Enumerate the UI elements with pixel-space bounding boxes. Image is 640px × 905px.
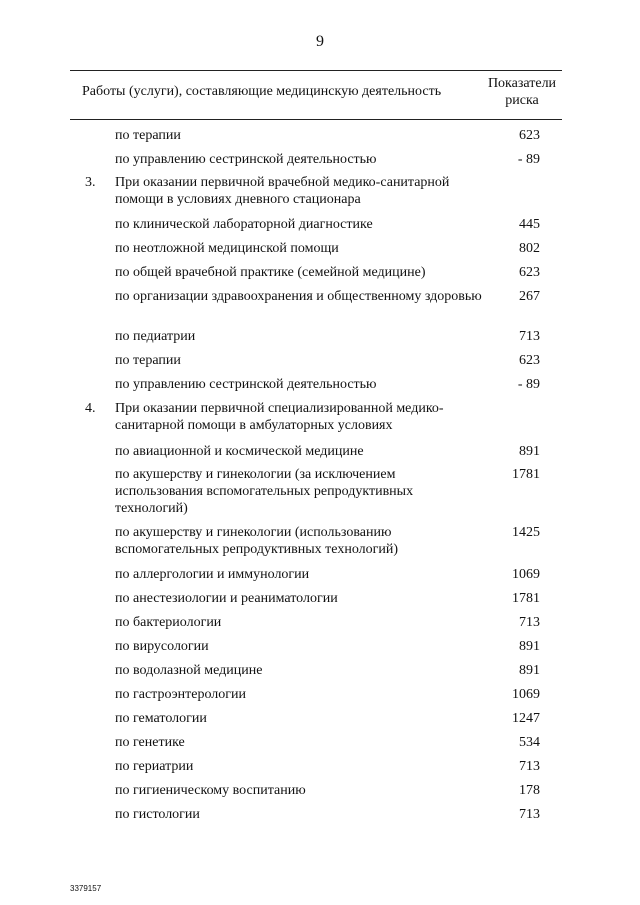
risk-value: 713 — [519, 329, 540, 344]
risk-value: 1425 — [512, 525, 540, 540]
document-code: 3379157 — [70, 884, 102, 893]
row-name: по педиатрии — [115, 329, 196, 344]
risk-value: 1069 — [512, 687, 540, 702]
risk-value: 445 — [519, 217, 540, 232]
header-risk-line2: риска — [505, 93, 539, 108]
row-name: по генетике — [115, 735, 185, 750]
page-number: 9 — [316, 33, 324, 50]
risk-value: 623 — [519, 128, 540, 143]
risk-value: 891 — [519, 639, 540, 654]
row-name: по терапии — [115, 353, 181, 368]
risk-value: 1069 — [512, 567, 540, 582]
row-number: 3. — [85, 175, 96, 190]
row-name: по вирусологии — [115, 639, 209, 654]
row-name: по анестезиологии и реаниматологии — [115, 591, 338, 606]
risk-value: 1781 — [512, 591, 540, 606]
row-name: по акушерству и гинекологии (за исключением использования вспомогательных репродуктивных технологий) — [115, 467, 414, 516]
risk-value: 891 — [519, 663, 540, 678]
row-name: При оказании первичной специализированной медико-санитарной помощи в амбулаторных условиях — [115, 401, 444, 433]
risk-value: - 89 — [517, 152, 540, 167]
row-name: по водолазной медицине — [115, 663, 263, 678]
row-name: При оказании первичной врачебной медико-санитарной помощи в условиях дневного стационара — [115, 175, 450, 207]
row-name: по гигиеническому воспитанию — [115, 783, 306, 798]
row-name: по гастроэнтерологии — [115, 687, 246, 702]
risk-value: 1781 — [512, 467, 540, 482]
risk-value: 178 — [519, 783, 540, 798]
row-name: по терапии — [115, 128, 181, 143]
risk-value: 1247 — [512, 711, 540, 726]
header-risk-line1: Показатели — [487, 76, 557, 91]
risk-value: 623 — [519, 265, 540, 280]
row-name: по бактериологии — [115, 615, 222, 630]
row-name: по управлению сестринской деятельностью — [115, 377, 377, 392]
risk-value: 623 — [519, 353, 540, 368]
row-name: по акушерству и гинекологии (использованию вспомогательных репродуктивных технологий) — [115, 525, 399, 557]
row-name: по общей врачебной практике (семейной медицине) — [115, 265, 426, 280]
row-name: по организации здравоохранения и общественному здоровью — [115, 289, 482, 304]
risk-value: 713 — [519, 615, 540, 630]
risk-value: 802 — [519, 241, 540, 256]
row-name: по авиационной и космической медицине — [115, 444, 364, 459]
row-name: по управлению сестринской деятельностью — [115, 152, 377, 167]
header-works-column: Работы (услуги), составляющие медицинскую деятельность — [82, 84, 442, 99]
risk-value: 891 — [519, 444, 540, 459]
row-name: по аллергологии и иммунологии — [115, 567, 310, 582]
row-name: по гериатрии — [115, 759, 194, 774]
risk-value: 534 — [519, 735, 540, 750]
risk-value: - 89 — [517, 377, 540, 392]
row-name: по клинической лабораторной диагностике — [115, 217, 373, 232]
row-name: по гистологии — [115, 807, 200, 822]
table-header — [70, 70, 562, 120]
row-name: по неотложной медицинской помощи — [115, 241, 339, 256]
risk-value: 267 — [519, 289, 540, 304]
row-number: 4. — [85, 401, 96, 416]
risk-value: 713 — [519, 759, 540, 774]
header-risk-column — [482, 75, 562, 109]
risk-value: 713 — [519, 807, 540, 822]
row-name: по гематологии — [115, 711, 207, 726]
